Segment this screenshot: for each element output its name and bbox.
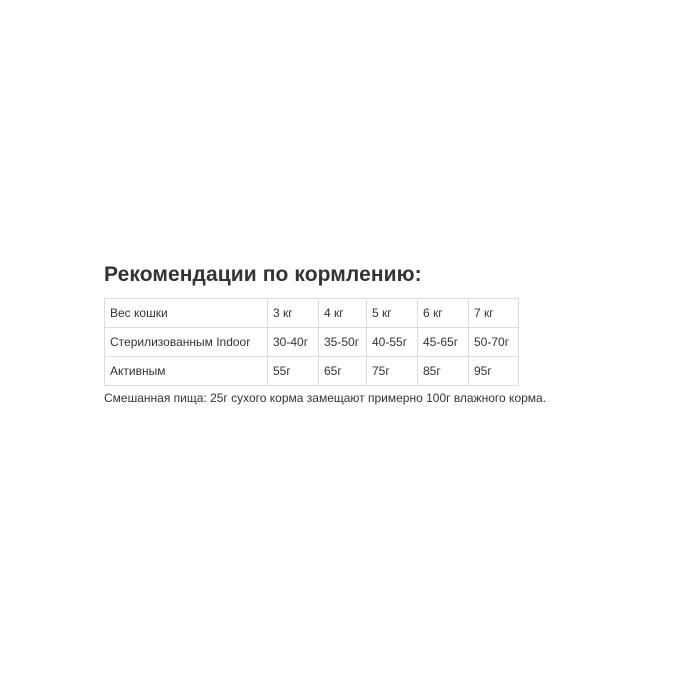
table-cell: 65г <box>319 357 367 386</box>
table-cell: 85г <box>418 357 469 386</box>
mixed-feeding-note: Смешанная пища: 25г сухого корма замещают примерно 100г влажного корма. <box>104 391 547 405</box>
table-cell: 5 кг <box>367 299 418 328</box>
table-row-weight <box>105 299 519 328</box>
table-cell: 75г <box>367 357 418 386</box>
table-cell: 40-55г <box>367 328 418 357</box>
row-label-sterilized: Стерилизованным Indoor <box>105 328 268 357</box>
table-cell: 95г <box>469 357 519 386</box>
feeding-table <box>104 298 519 386</box>
table-cell: 3 кг <box>268 299 319 328</box>
table-row-active <box>105 357 519 386</box>
feeding-recommendations <box>104 262 664 406</box>
table-cell: 4 кг <box>319 299 367 328</box>
row-label-active: Активным <box>105 357 268 386</box>
table-cell: 55г <box>268 357 319 386</box>
table-cell: 35-50г <box>319 328 367 357</box>
table-row-sterilized <box>105 328 519 357</box>
section-heading: Рекомендации по кормлению: <box>104 263 422 286</box>
table-cell: 45-65г <box>418 328 469 357</box>
table-cell: 50-70г <box>469 328 519 357</box>
row-label-weight: Вес кошки <box>105 299 268 328</box>
table-cell: 6 кг <box>418 299 469 328</box>
table-cell: 30-40г <box>268 328 319 357</box>
table-cell: 7 кг <box>469 299 519 328</box>
